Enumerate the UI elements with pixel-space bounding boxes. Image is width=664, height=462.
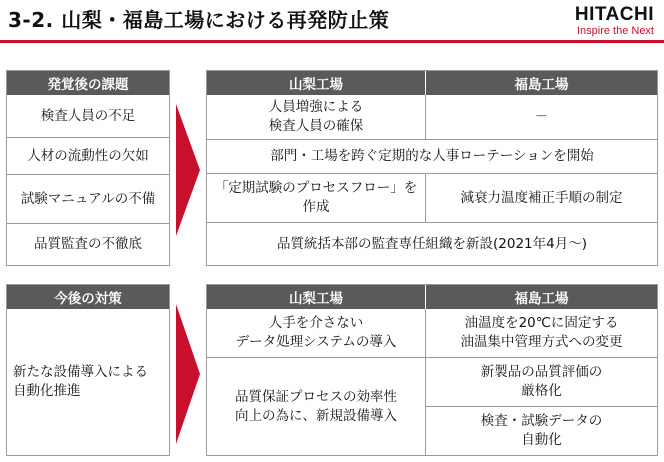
right-arrow-icon bbox=[176, 304, 200, 444]
logo-tagline: Inspire the Next bbox=[576, 25, 654, 37]
col-header-fukushima: 福島工場 bbox=[426, 285, 657, 309]
divider bbox=[425, 95, 426, 139]
issues-panel bbox=[6, 70, 170, 266]
issue-item: 検査人員の不足 bbox=[40, 107, 136, 124]
issue-item: 品質監査の不徹底 bbox=[34, 236, 142, 252]
table-cell: 「定期試験のプロセスフロー」を 作成 bbox=[214, 180, 418, 215]
issue-item: 試験マニュアルの不備 bbox=[20, 190, 156, 207]
table-cell: 検査・試験データの 自動化 bbox=[480, 413, 603, 448]
table-cell: － bbox=[534, 108, 549, 125]
hitachi-logo bbox=[575, 6, 654, 38]
table-cell: 油温度を20℃に固定する 油温集中管理方式への変更 bbox=[460, 315, 623, 350]
table-cell: 人員増強による 検査人員の確保 bbox=[268, 99, 364, 134]
table-cell: 品質統括本部の監査専任組織を新設(2021年4月～) bbox=[277, 235, 587, 252]
col-header-fukushima: 福島工場 bbox=[426, 71, 657, 95]
future-header: 今後の対策 bbox=[7, 285, 169, 309]
future-panel bbox=[6, 284, 170, 456]
future-body: 新たな設備導入による 自動化推進 bbox=[13, 364, 148, 399]
issues-header: 発覚後の課題 bbox=[7, 71, 169, 95]
table-cell: 品質保証プロセスの効率性 向上の為に、新規設備導入 bbox=[235, 388, 397, 424]
table-cell: 部門・工場を跨ぐ定期的な人事ローテーションを開始 bbox=[270, 148, 594, 164]
table-cell: 新製品の品質評価の 厳格化 bbox=[480, 364, 603, 399]
right-arrow-icon bbox=[176, 104, 200, 236]
divider bbox=[425, 174, 426, 222]
table-cell: 人手を介さない データ処理システムの導入 bbox=[235, 315, 397, 350]
col-header-yamanashi: 山梨工場 bbox=[207, 71, 425, 95]
table-cell: 減衰力温度補正手順の制定 bbox=[460, 189, 623, 206]
issue-item: 人材の流動性の欠如 bbox=[27, 147, 149, 164]
col-header-yamanashi: 山梨工場 bbox=[207, 285, 425, 309]
logo-text: HITACHI bbox=[574, 4, 654, 25]
countermeasures-table bbox=[206, 70, 658, 266]
title-divider bbox=[0, 40, 664, 43]
future-table bbox=[206, 284, 658, 456]
page-title: 3-2. 山梨・福島工場における再発防止策 bbox=[8, 8, 390, 32]
